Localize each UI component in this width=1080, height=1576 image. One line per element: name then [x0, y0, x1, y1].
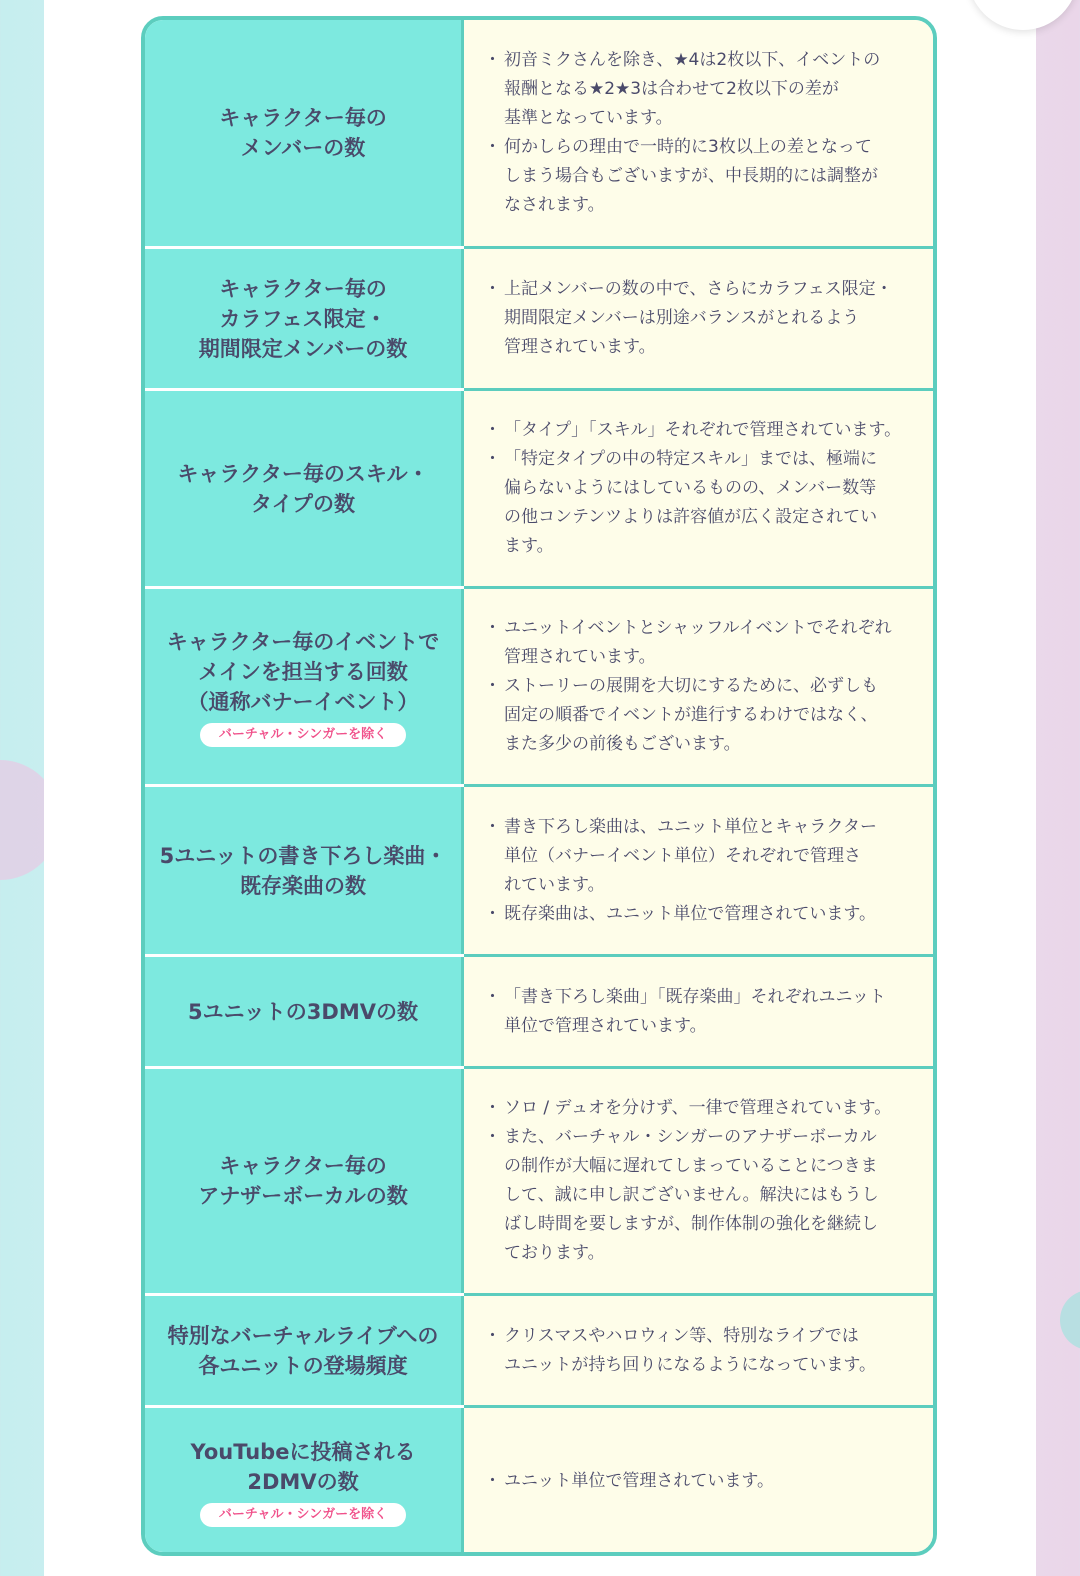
row-description	[464, 249, 933, 388]
row-header	[145, 1069, 464, 1293]
row-description	[464, 787, 933, 954]
bullet-item: ・ クリスマスやハロウィン等、特別なライブでは ユニットが持ち回りになるようになっています。	[490, 1322, 911, 1380]
table-row	[145, 954, 933, 1066]
bullet-item: ・ 書き下ろし楽曲は、ユニット単位とキャラクター 単位（バナーイベント単位）それぞれで管理さ れています。	[490, 813, 911, 900]
corner-circle-decoration	[968, 0, 1078, 30]
row-description	[464, 20, 933, 246]
row-description	[464, 1296, 933, 1405]
table-row	[145, 20, 933, 246]
row-title: 5ユニットの3DMVの数	[188, 999, 418, 1024]
bullet-item: ・ 何かしらの理由で一時的に3枚以上の差となって しまう場合もございますが、中長期的には調整が なされます。	[490, 133, 911, 220]
row-header	[145, 1408, 464, 1555]
exclusion-badge: バーチャル・シンガーを除く	[200, 723, 406, 747]
row-title: キャラクター毎の アナザーボーカルの数	[198, 1154, 408, 1208]
row-header	[145, 589, 464, 784]
exclusion-badge: バーチャル・シンガーを除く	[200, 1503, 406, 1527]
bullet-item: ・ 「タイプ」「スキル」それぞれで管理されています。	[490, 416, 911, 445]
row-title: YouTubeに投稿される 2DMVの数	[190, 1439, 416, 1494]
bullet-item: ・ 初音ミクさんを除き、★4は2枚以下、イベントの 報酬となる★2★3は合わせて2枚以下の差が 基準となっています。	[490, 46, 911, 133]
table-row	[145, 1066, 933, 1293]
background-decoration-right	[1060, 1290, 1080, 1350]
balance-management-table	[141, 16, 937, 1556]
row-description	[464, 1069, 933, 1293]
row-description	[464, 1408, 933, 1555]
row-header	[145, 1296, 464, 1405]
bullet-item: ・ 「書き下ろし楽曲」「既存楽曲」それぞれユニット 単位で管理されています。	[490, 983, 911, 1041]
row-title: 5ユニットの書き下ろし楽曲・ 既存楽曲の数	[159, 843, 447, 898]
row-description	[464, 391, 933, 586]
row-title: キャラクター毎の メンバーの数	[219, 106, 387, 160]
bullet-item: ・ ソロ / デュオを分けず、一律で管理されています。	[490, 1094, 911, 1123]
bullet-item: ・ また、バーチャル・シンガーのアナザーボーカル の制作が大幅に遅れてしまっていることにつきま して、誠に申し訳ございません。解決にはもうし ばし時間を要しますが、制作体制の強化を継続し ております。	[490, 1123, 911, 1268]
bullet-item: ・ ストーリーの展開を大切にするために、必ずしも 固定の順番でイベントが進行するわけではなく、 また多少の前後もございます。	[490, 672, 911, 759]
table-row	[145, 246, 933, 388]
row-title: 特別なバーチャルライブへの 各ユニットの登場頻度	[167, 1323, 439, 1378]
bullet-item: ・ 既存楽曲は、ユニット単位で管理されています。	[490, 900, 911, 929]
row-title: キャラクター毎のスキル・ タイプの数	[177, 461, 429, 516]
row-header	[145, 249, 464, 388]
table-row	[145, 1405, 933, 1555]
bullet-item: ・ 「特定タイプの中の特定スキル」までは、極端に 偏らないようにはしているものの、メンバー数等 の他コンテンツよりは許容値が広く設定されてい ます。	[490, 445, 911, 561]
row-description	[464, 957, 933, 1066]
row-header	[145, 20, 464, 246]
table-row	[145, 586, 933, 784]
row-header	[145, 957, 464, 1066]
row-header	[145, 787, 464, 954]
row-description	[464, 589, 933, 784]
row-title: キャラクター毎のイベントで メインを担当する回数 （通称バナーイベント）	[166, 629, 440, 714]
row-header	[145, 391, 464, 586]
table-row	[145, 784, 933, 954]
bullet-item: ・ ユニットイベントとシャッフルイベントでそれぞれ 管理されています。	[490, 614, 911, 672]
bullet-item: ・ 上記メンバーの数の中で、さらにカラフェス限定・ 期間限定メンバーは別途バランスがとれるよう 管理されています。	[490, 275, 911, 362]
bullet-item: ・ ユニット単位で管理されています。	[490, 1467, 911, 1496]
table-row	[145, 388, 933, 586]
row-title: キャラクター毎の カラフェス限定・ 期間限定メンバーの数	[198, 276, 408, 361]
table-row	[145, 1293, 933, 1405]
